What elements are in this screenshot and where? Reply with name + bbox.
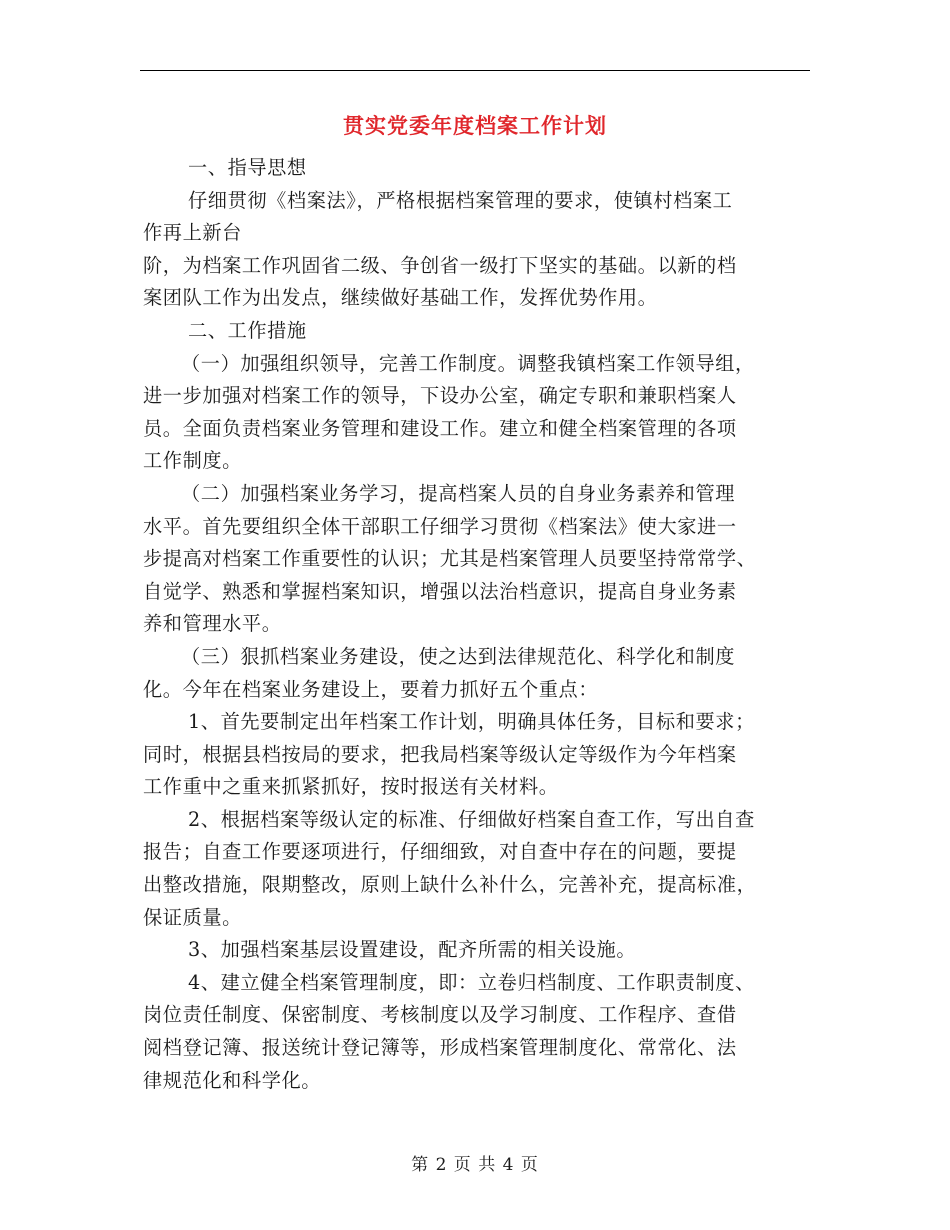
paragraph-line: 同时，根据县档按局的要求，把我局档案等级认定等级作为今年档案 [143,742,737,766]
paragraph-line: 自觉学、熟悉和掌握档案知识，增强以法治档意识，提高自身业务素 [143,579,737,603]
paragraph-line: 养和管理水平。 [143,612,282,636]
paragraph-line: 工作重中之重来抓紧抓好，按时报送有关材料。 [143,775,559,799]
paragraph-line: 阶，为档案工作巩固省二级、争创省一级打下坚实的基础。以新的档 [143,253,737,277]
paragraph-line: 仔细贯彻《档案法》，严格根据档案管理的要求，使镇村档案工 [188,188,733,212]
paragraph-line: （三）狠抓档案业务建设，使之达到法律规范化、科学化和制度 [181,644,736,668]
section-heading-guiding-ideology: 一、指导思想 [188,156,307,179]
list-item-line: 2、根据档案等级认定的标准、仔细做好档案自查工作，写出自查 [188,807,755,831]
document-body [143,152,813,1097]
paragraph-line: 化。今年在档案业务建设上，要着力抓好五个重点： [143,677,599,701]
paragraph-line: 岗位责任制度、保密制度、考核制度以及学习制度、工作程序、查借 [143,1003,737,1027]
document-title: 贯实党委年度档案工作计划 [343,113,607,138]
header-rule [140,70,810,71]
list-item-line: 4、建立健全档案管理制度，即：立卷归档制度、工作职责制度、 [188,970,755,994]
section-heading-work-measures: 二、工作措施 [188,318,307,342]
list-item-line: 3、加强档案基层设置建设，配齐所需的相关设施。 [188,938,637,962]
paragraph-line: 律规范化和科学化。 [143,1068,322,1092]
paragraph-line: 保证质量。 [143,905,242,929]
paragraph-line: 步提高对档案工作重要性的认识；尤其是档案管理人员要坚持常常学、 [143,547,757,571]
page-number-footer [0,1153,950,1177]
paragraph-line: 进一步加强对档案工作的领导，下设办公室，确定专职和兼职档案人 [143,384,737,408]
paragraph-line: 作再上新台 [143,221,242,245]
paragraph-line: 案团队工作为出发点，继续做好基础工作，发挥优势作用。 [143,286,658,310]
paragraph-line: 员。全面负责档案业务管理和建设工作。建立和健全档案管理的各项 [143,416,737,440]
paragraph-line: （二）加强档案业务学习，提高档案人员的自身业务素养和管理 [181,481,736,505]
paragraph-line: 报告；自查工作要逐项进行，仔细细致，对自查中存在的问题，要提 [143,840,737,864]
paragraph-line: 出整改措施，限期整改，原则上缺什么补什么，完善补充，提高标准， [143,873,757,897]
paragraph-line: 工作制度。 [143,449,242,473]
paragraph-line: 水平。首先要组织全体干部职工仔细学习贯彻《档案法》使大家进一 [143,514,737,538]
paragraph-line: 阅档登记簿、报送统计登记簿等，形成档案管理制度化、常常化、法 [143,1036,737,1060]
paragraph-line: （一）加强组织领导，完善工作制度。调整我镇档案工作领导组， [181,351,755,375]
list-item-line: 1、首先要制定出年档案工作计划，明确具体任务，目标和要求； [188,710,755,734]
page-number-label: 第 2 页 共 4 页 [411,1155,539,1175]
